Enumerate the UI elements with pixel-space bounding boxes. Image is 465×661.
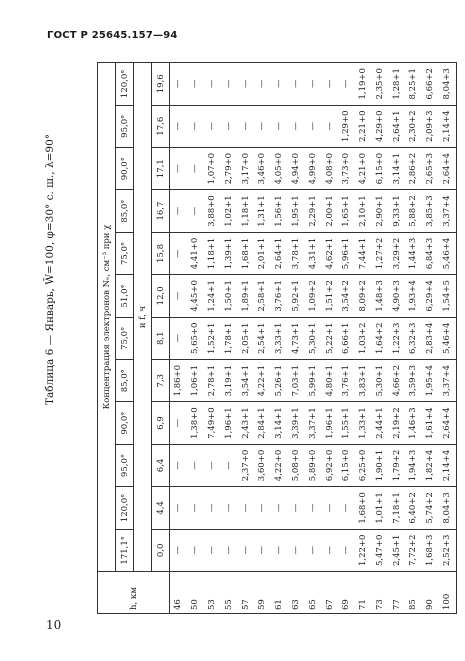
table-row [170,63,188,614]
concentration-cell: 2,21+0 [355,105,372,147]
concentration-cell: 1,28+1 [388,63,405,106]
concentration-cell: 3,78+1 [288,232,305,274]
page-number: 10 [46,618,62,632]
concentration-cell: 2,65+3 [422,147,439,189]
concentration-cell: — [254,487,271,529]
concentration-cell: — [221,529,238,571]
electron-concentration-table [97,62,457,614]
hour-header-cell: 16,7 [152,190,170,232]
table-row [221,63,238,614]
concentration-cell: — [204,444,221,486]
altitude-cell: 63 [288,572,305,614]
table-row [237,63,254,614]
hour-header-cell: 6,4 [152,444,170,486]
chi-header-cell: 90,0° [116,402,134,444]
chi-header-cell: 90,0° [116,147,134,189]
concentration-cell: 2,58+1 [254,275,271,317]
concentration-cell: 8,04+3 [439,63,457,106]
concentration-cell: — [321,487,338,529]
table-row [204,63,221,614]
concentration-cell: 2,83+4 [422,317,439,359]
table-row [321,63,338,614]
concentration-cell: 3,33+1 [271,317,288,359]
altitude-cell: 85 [405,572,422,614]
concentration-cell: 1,61+4 [422,402,439,444]
concentration-cell: 2,14+4 [439,444,457,486]
concentration-cell: 1,96+1 [221,402,238,444]
concentration-cell: 6,15+0 [372,147,389,189]
concentration-cell: 3,17+0 [237,147,254,189]
concentration-cell: — [187,444,204,486]
concentration-cell: 6,66+1 [338,317,355,359]
chi-header-cell: 75,0° [116,232,134,274]
concentration-cell: 1,18+1 [237,190,254,232]
concentration-cell: — [170,190,188,232]
concentration-cell: 7,03+1 [288,359,305,401]
concentration-cell: 2,00+1 [321,190,338,232]
concentration-cell: 1,01+1 [372,487,389,529]
concentration-cell: — [305,105,322,147]
concentration-cell: 5,92+1 [288,275,305,317]
concentration-cell: 1,82+4 [422,444,439,486]
table-row [439,63,457,614]
concentration-cell: 2,64+4 [439,147,457,189]
concentration-cell: 5,96+1 [338,232,355,274]
altitude-cell: 90 [422,572,439,614]
concentration-cell: — [288,105,305,147]
concentration-cell: 1,50+1 [221,275,238,317]
hour-header-cell: 17,6 [152,105,170,147]
concentration-cell: 3,88+0 [204,190,221,232]
concentration-cell: 1,65+1 [338,190,355,232]
concentration-cell: — [187,487,204,529]
hour-header-cell: 15,8 [152,232,170,274]
concentration-cell: 1,03+2 [355,317,372,359]
group-title: Концентрация электронов Nₑ, см⁻³ при χ [98,63,116,572]
concentration-cell: — [237,487,254,529]
chi-header-cell: 120,0° [116,487,134,529]
concentration-cell: — [321,105,338,147]
chi-header-cell: 85,0° [116,359,134,401]
concentration-cell: — [321,529,338,571]
concentration-cell: 4,62+1 [321,232,338,274]
concentration-cell: 8,25+1 [405,63,422,106]
concentration-cell: — [187,105,204,147]
concentration-cell: — [338,63,355,106]
concentration-cell: — [305,487,322,529]
concentration-cell: 1,22+3 [388,317,405,359]
concentration-cell: 4,94+0 [288,147,305,189]
concentration-cell: 3,39+1 [288,402,305,444]
concentration-cell: 4,99+0 [305,147,322,189]
concentration-cell: — [254,105,271,147]
concentration-cell: 1,68+1 [237,232,254,274]
altitude-cell: 53 [204,572,221,614]
concentration-cell: — [170,105,188,147]
hour-header-cell: 12,0 [152,275,170,317]
concentration-cell: — [271,529,288,571]
concentration-cell: — [237,105,254,147]
concentration-cell: 1,96+1 [321,402,338,444]
concentration-cell: 1,24+1 [204,275,221,317]
altitude-cell: 59 [254,572,271,614]
concentration-cell: 3,46+0 [254,147,271,189]
concentration-cell: 6,29+4 [422,275,439,317]
concentration-cell: 3,85+3 [422,190,439,232]
concentration-cell: 2,14+4 [439,105,457,147]
concentration-cell: 7,72+2 [405,529,422,571]
concentration-cell: 1,89+1 [237,275,254,317]
concentration-cell: 2,44+1 [372,402,389,444]
concentration-cell: 1,02+1 [221,190,238,232]
concentration-cell: 3,54+2 [338,275,355,317]
concentration-cell: 1,19+0 [355,63,372,106]
concentration-cell: 1,64+2 [372,317,389,359]
concentration-cell: 1,78+1 [221,317,238,359]
subgroup-title: и f, ч [134,63,152,572]
concentration-cell: 4,80+1 [321,359,338,401]
concentration-cell: — [204,487,221,529]
concentration-cell: 2,78+1 [204,359,221,401]
concentration-cell: — [288,63,305,106]
concentration-cell: 1,06+1 [187,359,204,401]
concentration-cell: 5,88+2 [405,190,422,232]
concentration-cell: — [237,529,254,571]
concentration-cell: — [170,529,188,571]
concentration-cell: 5,89+0 [305,444,322,486]
concentration-cell: 3,37+1 [305,402,322,444]
chi-header-cell: 85,0° [116,190,134,232]
concentration-cell: 2,45+1 [388,529,405,571]
concentration-cell: 3,14+1 [271,402,288,444]
concentration-cell: 1,95+4 [422,359,439,401]
concentration-cell: 6,40+2 [405,487,422,529]
concentration-cell: 5,26+1 [271,359,288,401]
concentration-cell: 1,44+3 [405,232,422,274]
concentration-cell: 3,29+2 [388,232,405,274]
table-row [355,63,372,614]
hour-header-cell: 8,1 [152,317,170,359]
concentration-cell: 1,56+1 [271,190,288,232]
concentration-cell: 5,46+4 [439,232,457,274]
concentration-cell: 5,99+1 [305,359,322,401]
concentration-cell: — [254,63,271,106]
concentration-cell: 1,18+1 [204,232,221,274]
concentration-cell: 1,68+3 [422,529,439,571]
concentration-cell: 3,54+1 [237,359,254,401]
concentration-cell: — [170,402,188,444]
altitude-cell: 77 [388,572,405,614]
concentration-cell: 6,84+3 [422,232,439,274]
table-row [187,63,204,614]
concentration-cell: 4,21+0 [355,147,372,189]
concentration-cell: — [338,487,355,529]
concentration-cell: 2,19+2 [388,402,405,444]
chi-header-cell: 171,1° [116,529,134,571]
chi-header-cell: 95,0° [116,105,134,147]
concentration-cell: 6,15+0 [338,444,355,486]
concentration-cell: — [271,487,288,529]
concentration-cell: — [187,147,204,189]
hour-header-cell: 0,0 [152,529,170,571]
altitude-cell: 61 [271,572,288,614]
concentration-cell: 2,29+1 [305,190,322,232]
concentration-cell: 3,37+4 [439,190,457,232]
concentration-cell: 3,76+1 [338,359,355,401]
concentration-cell: 2,10+1 [355,190,372,232]
concentration-cell: 1,27+2 [372,232,389,274]
concentration-cell: 2,64+1 [271,232,288,274]
concentration-cell: — [170,232,188,274]
concentration-cell: 3,19+1 [221,359,238,401]
table-caption: Таблица 6 — Январь, W̄=100, φ=30° с. ш., λ=90° [44,133,56,405]
concentration-cell: — [254,529,271,571]
concentration-cell: — [237,63,254,106]
chi-header-cell: 75,0° [116,317,134,359]
concentration-cell: 4,22+0 [271,444,288,486]
concentration-cell: 3,73+0 [338,147,355,189]
concentration-cell: 5,30+1 [372,359,389,401]
concentration-cell: 1,07+0 [204,147,221,189]
concentration-cell: — [204,529,221,571]
concentration-cell: 5,08+0 [288,444,305,486]
table-row [288,63,305,614]
concentration-cell: 2,09+3 [422,105,439,147]
concentration-cell: 1,09+2 [305,275,322,317]
concentration-cell: 2,84+1 [254,402,271,444]
concentration-cell: 5,74+2 [422,487,439,529]
concentration-cell: 9,33+1 [388,190,405,232]
concentration-cell: — [305,63,322,106]
concentration-cell: 2,52+3 [439,529,457,571]
table-row [422,63,439,614]
concentration-cell: 5,46+4 [439,317,457,359]
concentration-cell: 3,76+1 [271,275,288,317]
concentration-cell: 6,92+0 [321,444,338,486]
concentration-cell: 8,04+3 [439,487,457,529]
concentration-cell: 5,30+1 [305,317,322,359]
concentration-cell: — [187,190,204,232]
concentration-cell: — [221,487,238,529]
concentration-cell: — [204,105,221,147]
concentration-cell: 4,73+1 [288,317,305,359]
concentration-cell: — [170,487,188,529]
concentration-cell: — [170,444,188,486]
concentration-cell: 1,33+1 [355,402,372,444]
hour-header-cell: 7,3 [152,359,170,401]
concentration-cell: 1,90+1 [372,444,389,486]
hours-header-row [152,63,170,614]
altitude-cell: 57 [237,572,254,614]
concentration-cell: — [204,63,221,106]
concentration-cell: — [170,63,188,106]
concentration-cell: 1,31+1 [254,190,271,232]
concentration-cell: — [221,105,238,147]
altitude-cell: 69 [338,572,355,614]
concentration-cell: — [288,487,305,529]
concentration-cell: 1,93+4 [405,275,422,317]
concentration-cell: — [221,63,238,106]
concentration-cell: 1,52+1 [204,317,221,359]
concentration-cell: — [271,63,288,106]
altitude-cell: 71 [355,572,372,614]
concentration-cell: 2,30+2 [405,105,422,147]
concentration-cell: 7,44+1 [355,232,372,274]
concentration-cell: 2,43+1 [237,402,254,444]
concentration-cell: 5,65+0 [187,317,204,359]
concentration-cell: 2,35+0 [372,63,389,106]
concentration-cell: 4,90+3 [388,275,405,317]
concentration-cell: 6,66+2 [422,63,439,106]
concentration-cell: 6,32+3 [405,317,422,359]
concentration-cell: 4,45+0 [187,275,204,317]
altitude-cell: 46 [170,572,188,614]
concentration-cell: 1,48+3 [372,275,389,317]
concentration-cell: 3,14+1 [388,147,405,189]
concentration-cell: 4,66+2 [388,359,405,401]
concentration-cell: 7,49+0 [204,402,221,444]
concentration-cell: — [271,105,288,147]
concentration-cell: 1,86+0 [170,359,188,401]
concentration-cell: 1,68+0 [355,487,372,529]
concentration-cell: 1,55+1 [338,402,355,444]
concentration-cell: 3,83+1 [355,359,372,401]
concentration-cell: — [338,529,355,571]
hour-header-cell: 19,6 [152,63,170,106]
concentration-cell: — [305,529,322,571]
table-row [372,63,389,614]
concentration-cell: 2,37+0 [237,444,254,486]
chi-header-cell: 95,0° [116,444,134,486]
altitude-cell: 67 [321,572,338,614]
concentration-cell: 1,22+0 [355,529,372,571]
concentration-cell: — [170,147,188,189]
concentration-cell: 1,46+3 [405,402,422,444]
table-row [338,63,355,614]
concentration-cell: 2,64+1 [388,105,405,147]
concentration-cell: 1,29+0 [338,105,355,147]
concentration-cell: 2,54+1 [254,317,271,359]
concentration-cell: 4,22+1 [254,359,271,401]
document-header: ГОСТ Р 25645.157—94 [47,30,178,41]
corner-header: h, км [98,572,170,614]
concentration-cell: 2,64+4 [439,402,457,444]
concentration-cell: 1,38+0 [187,402,204,444]
table-row [388,63,405,614]
altitude-cell: 50 [187,572,204,614]
chi-header-row [116,63,134,614]
concentration-cell: — [170,317,188,359]
concentration-cell: 2,79+0 [221,147,238,189]
concentration-cell: 6,25+0 [355,444,372,486]
concentration-cell: 2,05+1 [237,317,254,359]
concentration-cell: — [321,63,338,106]
altitude-cell: 65 [305,572,322,614]
concentration-cell: 1,94+3 [405,444,422,486]
concentration-cell: 4,41+0 [187,232,204,274]
altitude-cell: 73 [372,572,389,614]
table-row [305,63,322,614]
concentration-cell: 4,29+0 [372,105,389,147]
concentration-cell: 3,60+0 [254,444,271,486]
altitude-cell: 100 [439,572,457,614]
concentration-cell: 2,86+2 [405,147,422,189]
chi-header-cell: 51,0° [116,275,134,317]
concentration-cell: 1,95+1 [288,190,305,232]
concentration-cell: 2,90+1 [372,190,389,232]
data-table-rotated [97,62,457,614]
concentration-cell: 8,09+2 [355,275,372,317]
concentration-cell: 4,08+0 [321,147,338,189]
table-row [405,63,422,614]
hour-header-cell: 6,9 [152,402,170,444]
concentration-cell: 1,54+5 [439,275,457,317]
table-row [271,63,288,614]
hour-header-cell: 17,1 [152,147,170,189]
table-body [170,63,457,614]
concentration-cell: 1,79+2 [388,444,405,486]
concentration-cell: 4,05+0 [271,147,288,189]
concentration-cell: 5,47+0 [372,529,389,571]
concentration-cell: 1,51+2 [321,275,338,317]
altitude-cell: 55 [221,572,238,614]
concentration-cell: — [187,529,204,571]
concentration-cell: 5,22+1 [321,317,338,359]
concentration-cell: 7,18+1 [388,487,405,529]
concentration-cell: 1,39+1 [221,232,238,274]
concentration-cell: — [170,275,188,317]
table-row [254,63,271,614]
chi-header-cell: 120,0° [116,63,134,106]
concentration-cell: 3,59+3 [405,359,422,401]
concentration-cell: 4,31+1 [305,232,322,274]
hour-header-cell: 4,4 [152,487,170,529]
concentration-cell: — [187,63,204,106]
concentration-cell: 3,37+4 [439,359,457,401]
concentration-cell: — [221,444,238,486]
concentration-cell: — [288,529,305,571]
concentration-cell: 2,01+1 [254,232,271,274]
